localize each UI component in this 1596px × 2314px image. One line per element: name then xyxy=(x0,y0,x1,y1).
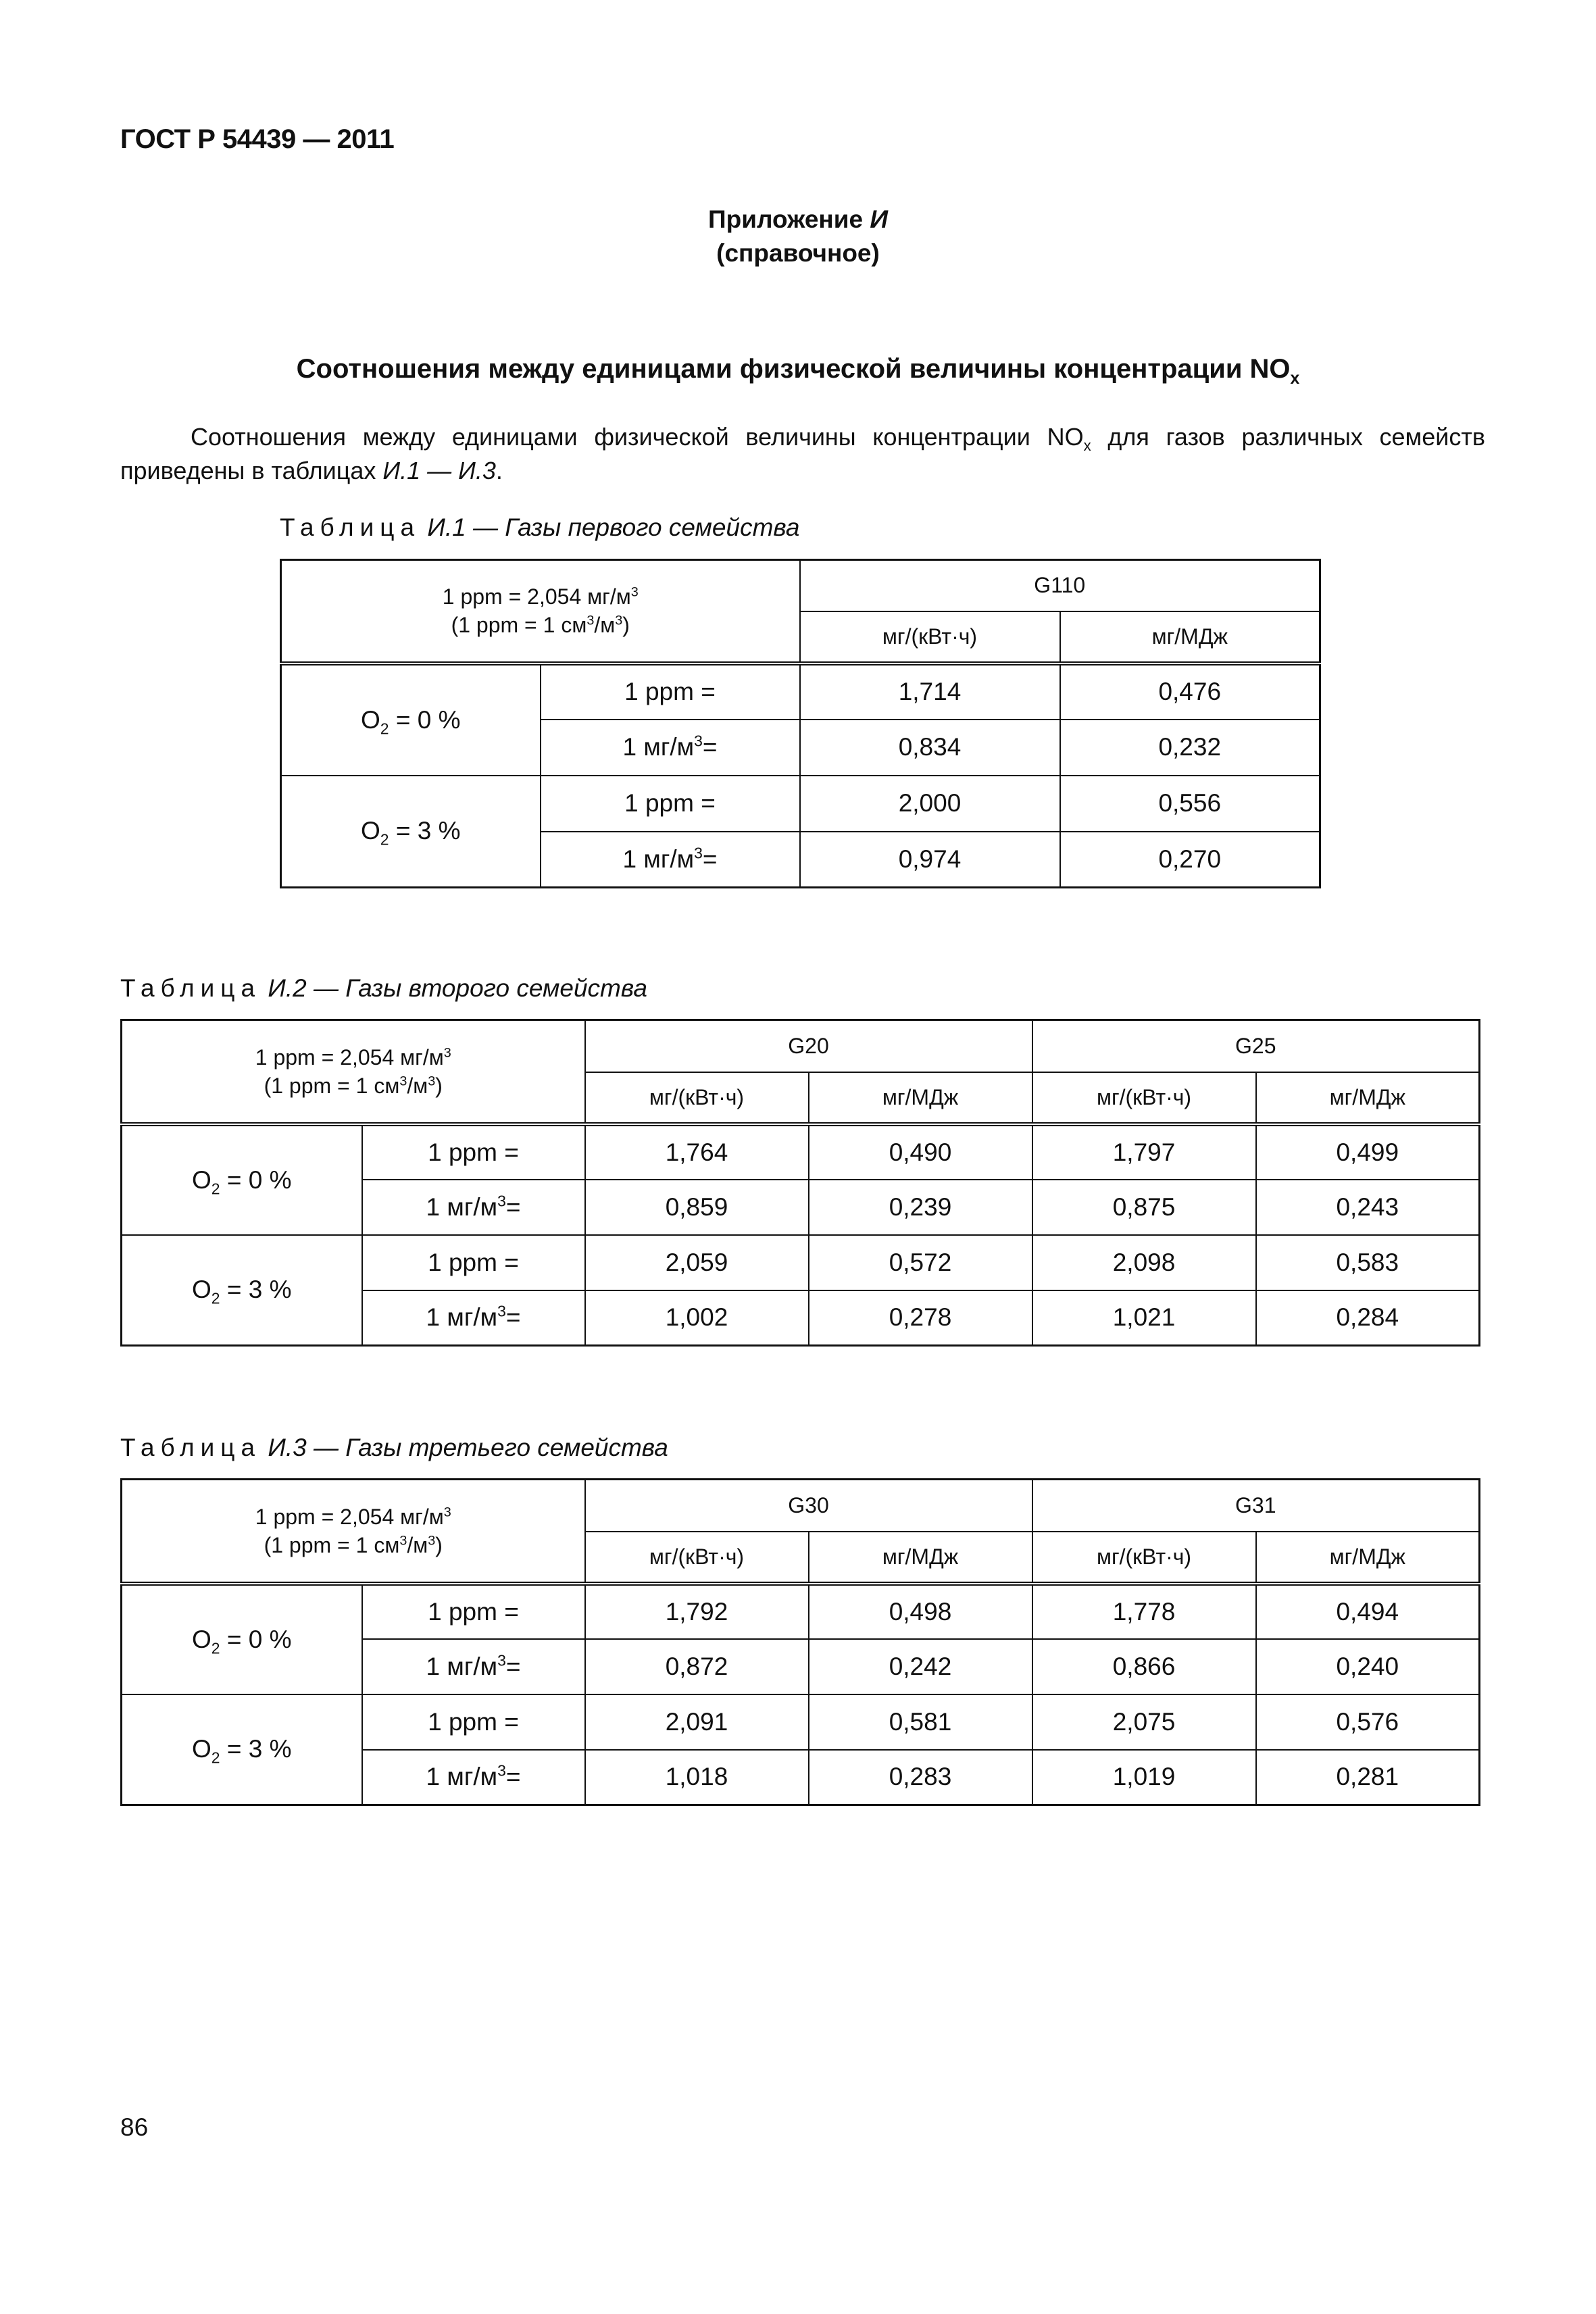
row-unit-text: = xyxy=(505,1763,521,1791)
table-title: И.3 — Газы третьего семейства xyxy=(268,1434,668,1461)
value-cell: 0,281 xyxy=(1256,1750,1480,1805)
row-unit-label xyxy=(362,1639,585,1694)
value-cell: 1,778 xyxy=(1032,1584,1256,1639)
unit-note-sup: 3 xyxy=(443,1505,451,1520)
value-cell: 0,240 xyxy=(1256,1639,1480,1694)
table-1 xyxy=(280,559,1321,888)
o2-cell xyxy=(122,1694,362,1805)
row-unit-text: 1 мг/м xyxy=(426,1763,498,1791)
value-cell: 1,792 xyxy=(585,1584,809,1639)
o2-value: = 3 % xyxy=(220,1276,292,1304)
appendix-type: (справочное) xyxy=(716,239,880,267)
unit-note-text: /м xyxy=(407,1532,428,1557)
row-unit-text: 1 ppm = xyxy=(624,789,716,817)
row-unit-sup: 3 xyxy=(497,1302,506,1320)
unit-note-text: ) xyxy=(435,1073,443,1098)
unit-note-text: (1 ppm = 1 см xyxy=(451,613,587,638)
row-unit-text: 1 ppm = xyxy=(428,1138,519,1166)
o2-value: = 3 % xyxy=(389,817,461,845)
o2-cell xyxy=(122,1584,362,1694)
o2-symbol: O xyxy=(361,817,380,845)
value-cell: 0,581 xyxy=(809,1694,1032,1750)
o2-symbol: O xyxy=(192,1625,211,1653)
unit-note-line-1 xyxy=(122,1043,584,1072)
unit-note-sup: 3 xyxy=(428,1074,436,1089)
unit-note-text: /м xyxy=(594,613,616,638)
value-cell: 1,714 xyxy=(800,663,1060,720)
unit-note-text: 1 ppm = 2,054 мг/м xyxy=(255,1045,444,1070)
unit-note xyxy=(281,560,800,663)
o2-symbol: O xyxy=(192,1276,211,1304)
unit-header-kwh: мг/(кВт·ч) xyxy=(1032,1072,1256,1124)
value-cell: 2,075 xyxy=(1032,1694,1256,1750)
row-unit-text: 1 ppm = xyxy=(624,678,716,705)
value-cell: 0,270 xyxy=(1060,832,1320,888)
unit-header-kwh: мг/(кВт·ч) xyxy=(1032,1532,1256,1584)
value-cell: 1,002 xyxy=(585,1290,809,1346)
row-unit-label xyxy=(362,1124,585,1180)
unit-note-line-1 xyxy=(282,582,799,611)
o2-subscript: 2 xyxy=(380,719,389,737)
intro-table-ref: И.1 — И.3 xyxy=(382,457,496,484)
value-cell: 0,875 xyxy=(1032,1180,1256,1235)
row-unit-label xyxy=(362,1290,585,1346)
appendix-letter: И xyxy=(870,205,888,233)
value-cell: 0,859 xyxy=(585,1180,809,1235)
o2-value: = 3 % xyxy=(220,1735,292,1763)
row-unit-text: = xyxy=(702,733,718,761)
value-cell: 1,764 xyxy=(585,1124,809,1180)
unit-note-line-2 xyxy=(122,1531,584,1559)
row-unit-text: 1 мг/м xyxy=(622,733,695,761)
intro-text-end: . xyxy=(495,457,503,484)
value-cell: 0,872 xyxy=(585,1639,809,1694)
o2-cell xyxy=(281,776,541,888)
unit-header-mj: мг/МДж xyxy=(1060,611,1320,663)
value-cell: 0,499 xyxy=(1256,1124,1480,1180)
unit-header-mj: мг/МДж xyxy=(809,1072,1032,1124)
intro-text-1: Соотношения между единицами физической величины концентрации NO xyxy=(191,423,1084,451)
value-cell: 0,243 xyxy=(1256,1180,1480,1235)
value-cell: 0,866 xyxy=(1032,1639,1256,1694)
unit-note-sup: 3 xyxy=(428,1533,436,1549)
o2-subscript: 2 xyxy=(380,830,389,849)
value-cell: 1,018 xyxy=(585,1750,809,1805)
unit-note-text: 1 ppm = 2,054 мг/м xyxy=(255,1504,444,1529)
value-cell: 0,494 xyxy=(1256,1584,1480,1639)
table-1-caption xyxy=(280,513,799,542)
o2-symbol: O xyxy=(361,705,380,734)
unit-note-line-1 xyxy=(122,1503,584,1531)
standard-number: ГОСТ Р 54439 — 2011 xyxy=(120,124,395,154)
table-title: И.2 — Газы второго семейства xyxy=(268,974,647,1002)
row-unit-sup: 3 xyxy=(497,1761,506,1780)
row-unit-text: = xyxy=(505,1652,521,1680)
row-unit-label xyxy=(362,1584,585,1639)
unit-header-kwh: мг/(кВт·ч) xyxy=(585,1532,809,1584)
row-unit-label xyxy=(362,1750,585,1805)
row-unit-label xyxy=(541,832,800,888)
value-cell: 0,556 xyxy=(1060,776,1320,832)
row-unit-label xyxy=(362,1180,585,1235)
table-label: Таблица xyxy=(280,513,421,541)
o2-subscript: 2 xyxy=(211,1749,220,1767)
o2-cell xyxy=(122,1124,362,1235)
unit-note-sup: 3 xyxy=(399,1533,407,1549)
gas-header: G25 xyxy=(1032,1020,1480,1072)
title-subscript: x xyxy=(1290,370,1300,388)
table-3-caption xyxy=(120,1434,668,1462)
row-unit-text: 1 ppm = xyxy=(428,1597,519,1626)
row-unit-text: = xyxy=(505,1303,521,1332)
row-unit-text: 1 мг/м xyxy=(426,1303,498,1332)
row-unit-text: = xyxy=(702,845,718,873)
table-2 xyxy=(120,1019,1480,1347)
value-cell: 0,834 xyxy=(800,720,1060,776)
gas-header: G30 xyxy=(585,1480,1032,1532)
table-row xyxy=(122,1124,1480,1180)
table-row xyxy=(281,776,1320,832)
value-cell: 0,284 xyxy=(1256,1290,1480,1346)
unit-note-sup: 3 xyxy=(615,613,623,628)
document-title xyxy=(0,354,1596,388)
table-row xyxy=(122,1584,1480,1639)
row-unit-text: 1 мг/м xyxy=(622,845,695,873)
table-2-caption xyxy=(120,974,647,1003)
intro-paragraph xyxy=(120,420,1485,488)
o2-symbol: O xyxy=(192,1735,211,1763)
value-cell: 0,974 xyxy=(800,832,1060,888)
unit-note-line-2 xyxy=(282,611,799,639)
value-cell: 0,278 xyxy=(809,1290,1032,1346)
o2-value: = 0 % xyxy=(220,1625,292,1653)
value-cell: 2,091 xyxy=(585,1694,809,1750)
appendix-heading xyxy=(0,203,1596,270)
value-cell: 0,476 xyxy=(1060,663,1320,720)
unit-header-mj: мг/МДж xyxy=(809,1532,1032,1584)
o2-cell xyxy=(122,1235,362,1346)
unit-note-text: ) xyxy=(622,613,630,638)
row-unit-sup: 3 xyxy=(497,1651,506,1669)
table-row xyxy=(281,663,1320,720)
unit-note-sup: 3 xyxy=(630,584,639,600)
row-unit-label xyxy=(362,1235,585,1290)
value-cell: 1,019 xyxy=(1032,1750,1256,1805)
o2-subscript: 2 xyxy=(211,1179,220,1197)
table-3 xyxy=(120,1478,1480,1806)
table-label: Таблица xyxy=(120,1434,261,1461)
page-number: 86 xyxy=(120,2113,149,2141)
gas-header: G31 xyxy=(1032,1480,1480,1532)
row-unit-sup: 3 xyxy=(497,1192,506,1210)
unit-note-sup: 3 xyxy=(587,613,595,628)
o2-value: = 0 % xyxy=(220,1165,292,1194)
value-cell: 2,059 xyxy=(585,1235,809,1290)
table-row xyxy=(122,1235,1480,1290)
row-unit-text: 1 мг/м xyxy=(426,1192,498,1221)
value-cell: 0,583 xyxy=(1256,1235,1480,1290)
value-cell: 0,283 xyxy=(809,1750,1032,1805)
o2-symbol: O xyxy=(192,1165,211,1194)
row-unit-text: 1 ppm = xyxy=(428,1707,519,1736)
row-unit-label xyxy=(541,663,800,720)
value-cell: 0,576 xyxy=(1256,1694,1480,1750)
unit-header-kwh: мг/(кВт·ч) xyxy=(585,1072,809,1124)
row-unit-label xyxy=(541,720,800,776)
row-unit-text: 1 ppm = xyxy=(428,1248,519,1276)
appendix-word: Приложение xyxy=(708,205,864,233)
row-unit-sup: 3 xyxy=(694,844,703,862)
unit-note-sup: 3 xyxy=(399,1074,407,1089)
value-cell: 1,797 xyxy=(1032,1124,1256,1180)
value-cell: 0,498 xyxy=(809,1584,1032,1639)
title-text: Соотношения между единицами физической величины концентрации NO xyxy=(296,354,1291,384)
value-cell: 0,572 xyxy=(809,1235,1032,1290)
o2-subscript: 2 xyxy=(211,1638,220,1657)
unit-note xyxy=(122,1020,585,1124)
row-unit-label xyxy=(362,1694,585,1750)
unit-header-kwh: мг/(кВт·ч) xyxy=(800,611,1060,663)
unit-note-text: (1 ppm = 1 см xyxy=(264,1532,400,1557)
appendix-title xyxy=(0,203,1596,236)
unit-note xyxy=(122,1480,585,1584)
value-cell: 0,232 xyxy=(1060,720,1320,776)
unit-note-text: (1 ppm = 1 см xyxy=(264,1073,400,1098)
unit-note-text: 1 ppm = 2,054 мг/м xyxy=(442,584,631,609)
row-unit-sup: 3 xyxy=(694,732,703,750)
value-cell: 0,242 xyxy=(809,1639,1032,1694)
value-cell: 0,490 xyxy=(809,1124,1032,1180)
table-label: Таблица xyxy=(120,974,261,1002)
unit-note-line-2 xyxy=(122,1072,584,1100)
unit-note-text: ) xyxy=(435,1532,443,1557)
row-unit-text: 1 мг/м xyxy=(426,1652,498,1680)
value-cell: 0,239 xyxy=(809,1180,1032,1235)
intro-text-2: для газов различных семейств приведены в таблицах xyxy=(120,423,1486,484)
value-cell: 2,098 xyxy=(1032,1235,1256,1290)
unit-header-mj: мг/МДж xyxy=(1256,1532,1480,1584)
row-unit-text: = xyxy=(505,1192,521,1221)
gas-header: G20 xyxy=(585,1020,1032,1072)
intro-subscript: x xyxy=(1083,437,1091,455)
table-title: И.1 — Газы первого семейства xyxy=(427,513,800,541)
row-unit-label xyxy=(541,776,800,832)
unit-note-text: /м xyxy=(407,1073,428,1098)
unit-header-mj: мг/МДж xyxy=(1256,1072,1480,1124)
unit-note-sup: 3 xyxy=(443,1045,451,1061)
table-row xyxy=(122,1694,1480,1750)
value-cell: 1,021 xyxy=(1032,1290,1256,1346)
gas-header: G110 xyxy=(800,560,1320,611)
o2-value: = 0 % xyxy=(389,705,461,734)
o2-subscript: 2 xyxy=(211,1289,220,1307)
value-cell: 2,000 xyxy=(800,776,1060,832)
o2-cell xyxy=(281,663,541,776)
